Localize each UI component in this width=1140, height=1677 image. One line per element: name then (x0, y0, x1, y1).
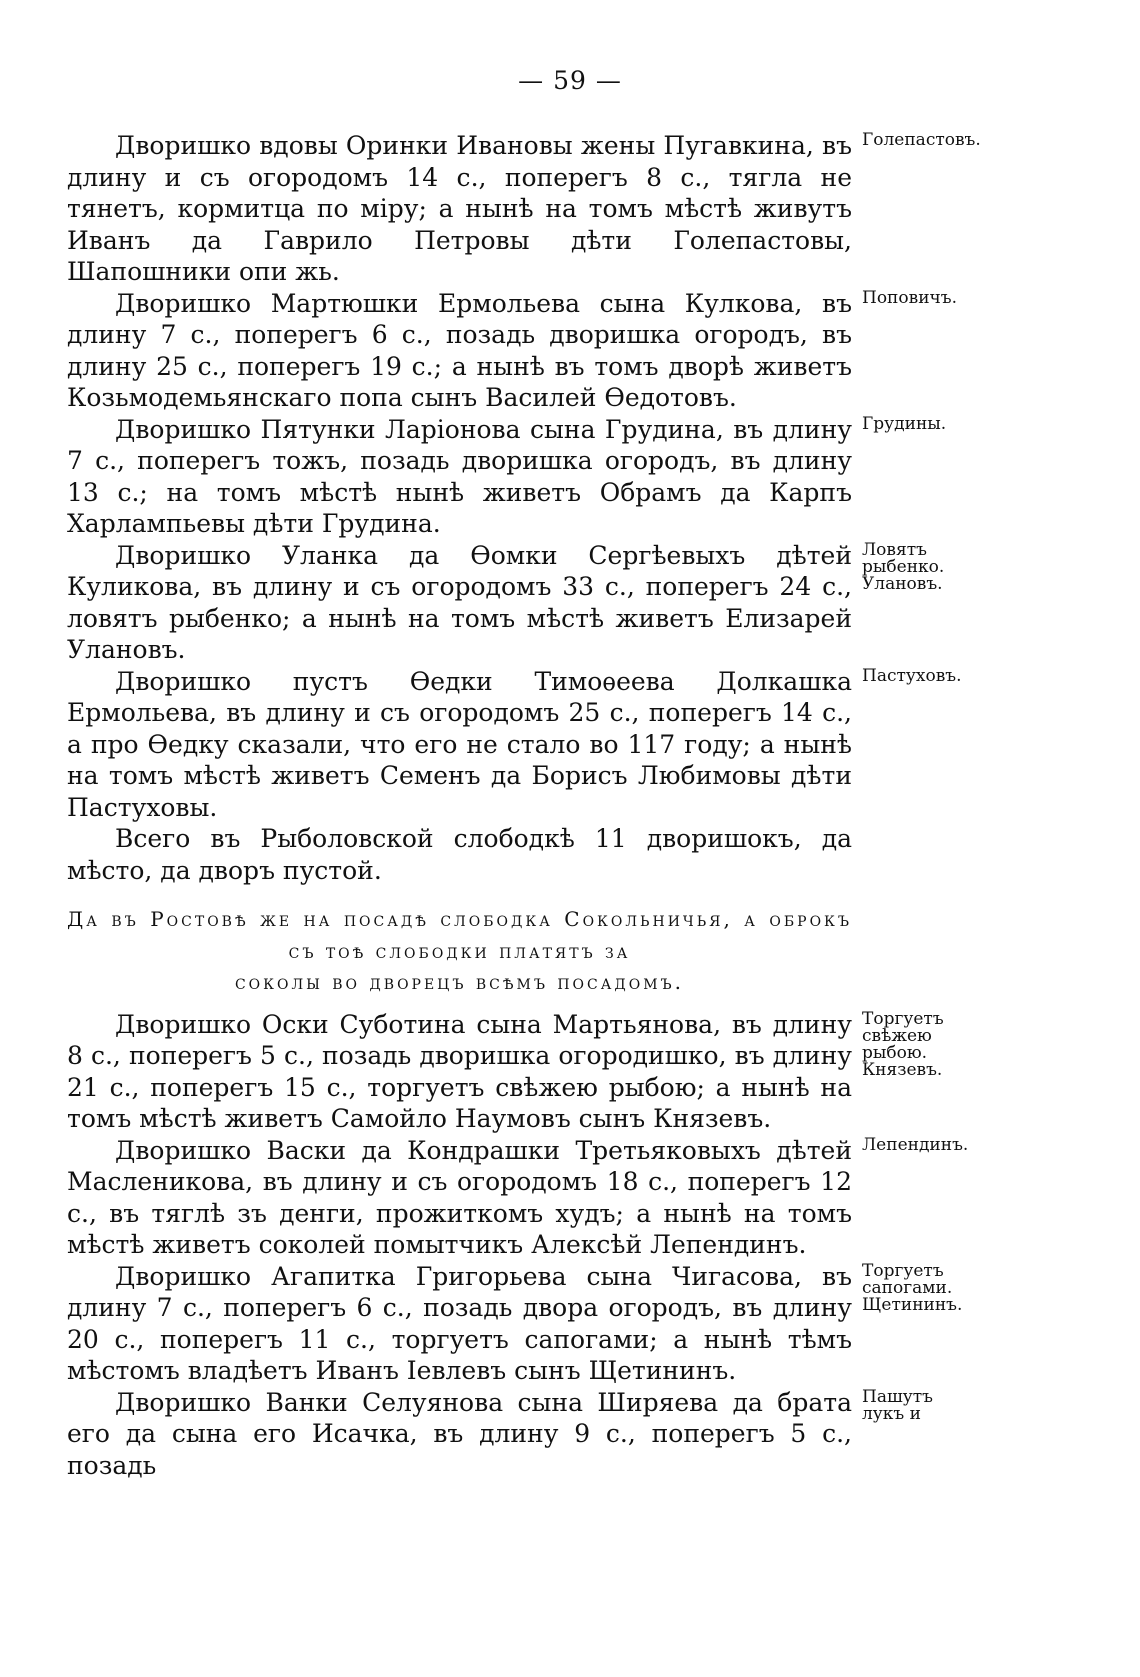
heading-main: Да въ Ростовѣ же на посадѣ слободка Сокольничья, а оброкъ съ тоѣ слободки платятъ за (67, 907, 852, 963)
margin-note: Голепастовъ. (862, 130, 981, 150)
margin-note: Пашутъ лукъ и (862, 1386, 933, 1424)
entry-ulanov (67, 539, 945, 666)
entry-popovich (67, 287, 957, 414)
margin-note: Торгуетъ сапогами. Щетининъ. (862, 1260, 963, 1315)
entry-shiryaev (67, 1386, 933, 1482)
entry-text: Дворишко пустъ Ѳедки Тимоѳеева Долкашка Ермольева, въ длину и съ огородомъ 25 с., поперегъ 14 с., а про Ѳедку сказали, что его не стало во 117 году; а нынѣ на томъ мѣстѣ живетъ Семенъ да Борисъ Любимовы дѣти Пастуховы. (67, 666, 852, 822)
margin-note: Пастуховъ. (862, 665, 962, 686)
entry-grudiny (67, 413, 947, 540)
entry-text: Дворишко Васки да Кондрашки Третьяковыхъ дѣтей Масленикова, въ длину и съ огородомъ 18 с., поперегъ 12 с., въ тяглѣ зъ денги, прожиткомъ худъ; а нынѣ на томъ мѣстѣ живетъ соколей помытчикъ Алексѣй Лепендинъ. (67, 1135, 852, 1259)
margin-note: Ловятъ рыбенко. Улановъ. (862, 539, 945, 594)
entry-knyazev (67, 1008, 944, 1135)
heading-last-line: соколы во дворецъ всѣмъ посадомъ. (234, 970, 685, 994)
entry-text: Дворишко вдовы Оринки Ивановы жены Пугавкина, въ длину и съ огородомъ 14 с., поперегъ 8 с., тягла не тянетъ, кормитца по міру; а нынѣ на томъ мѣстѣ живутъ Иванъ да Гаврило Петровы дѣти Голепастовы, Шапошники опи жь. (67, 131, 852, 286)
entry-text: Дворишко Оски Суботина сына Мартьянова, въ длину 8 с., поперегъ 5 с., позадь дворишка огородишко, въ длину 21 с., поперегъ 15 с., торгуетъ свѣжею рыбою; а нынѣ на томъ мѣстѣ живетъ Самойло Наумовъ сынъ Князевъ. (67, 1009, 852, 1133)
margin-note: Поповичъ. (862, 287, 957, 308)
entry-text: Дворишко Пятунки Ларіонова сына Грудина, въ длину 7 с., поперегъ тожъ, позадь дворишка огородъ, въ длину 13 с.; на томъ мѣстѣ нынѣ живетъ Обрамъ да Карпъ Харлампьевы дѣти Грудина. (67, 414, 852, 538)
page-number: — 59 — (518, 66, 622, 95)
summary-line: Всего въ Рыболовской слободкѣ 11 дворишокъ, да мѣсто, да дворъ пустой. (67, 824, 852, 885)
entry-pastukhov (67, 665, 962, 824)
margin-note: Лепендинъ. (862, 1134, 969, 1155)
entry-golepastov (67, 130, 981, 288)
page-body (67, 130, 981, 1481)
margin-note: Грудины. (862, 413, 947, 434)
entry-text: Дворишко Агапитка Григорьева сына Чигасова, въ длину 7 с., поперегъ 6 с., позадь двора огородъ, въ длину 20 с., поперегъ 11 с., торгуетъ сапогами; а нынѣ тѣмъ мѣстомъ владѣетъ Иванъ Іевлевъ сынъ Щетининъ. (67, 1261, 852, 1385)
entry-text: Дворишко Уланка да Ѳомки Сергѣевыхъ дѣтей Куликова, въ длину и съ огородомъ 33 с., поперегъ 24 с., ловятъ рыбенко; а нынѣ на томъ мѣстѣ живетъ Елизарей Улановъ. (67, 540, 852, 664)
section-heading (67, 904, 852, 999)
entry-lependin (67, 1134, 969, 1261)
margin-note: Торгуетъ свѣжею рыбою. Князевъ. (862, 1008, 944, 1080)
entry-shchetinin (67, 1260, 963, 1387)
entry-text: Дворишко Мартюшки Ермольева сына Кулкова, въ длину 7 с., поперегъ 6 с., позадь дворишка огородъ, въ длину 25 с., поперегъ 19 с.; а нынѣ въ томъ дворѣ живетъ Козьмодемьянскаго попа сынъ Василей Ѳедотовъ. (67, 288, 852, 412)
entry-text: Дворишко Ванки Селуянова сына Ширяева да брата его да сына его Исачка, въ длину 9 с., поперегъ 5 с., позадь (67, 1387, 852, 1480)
